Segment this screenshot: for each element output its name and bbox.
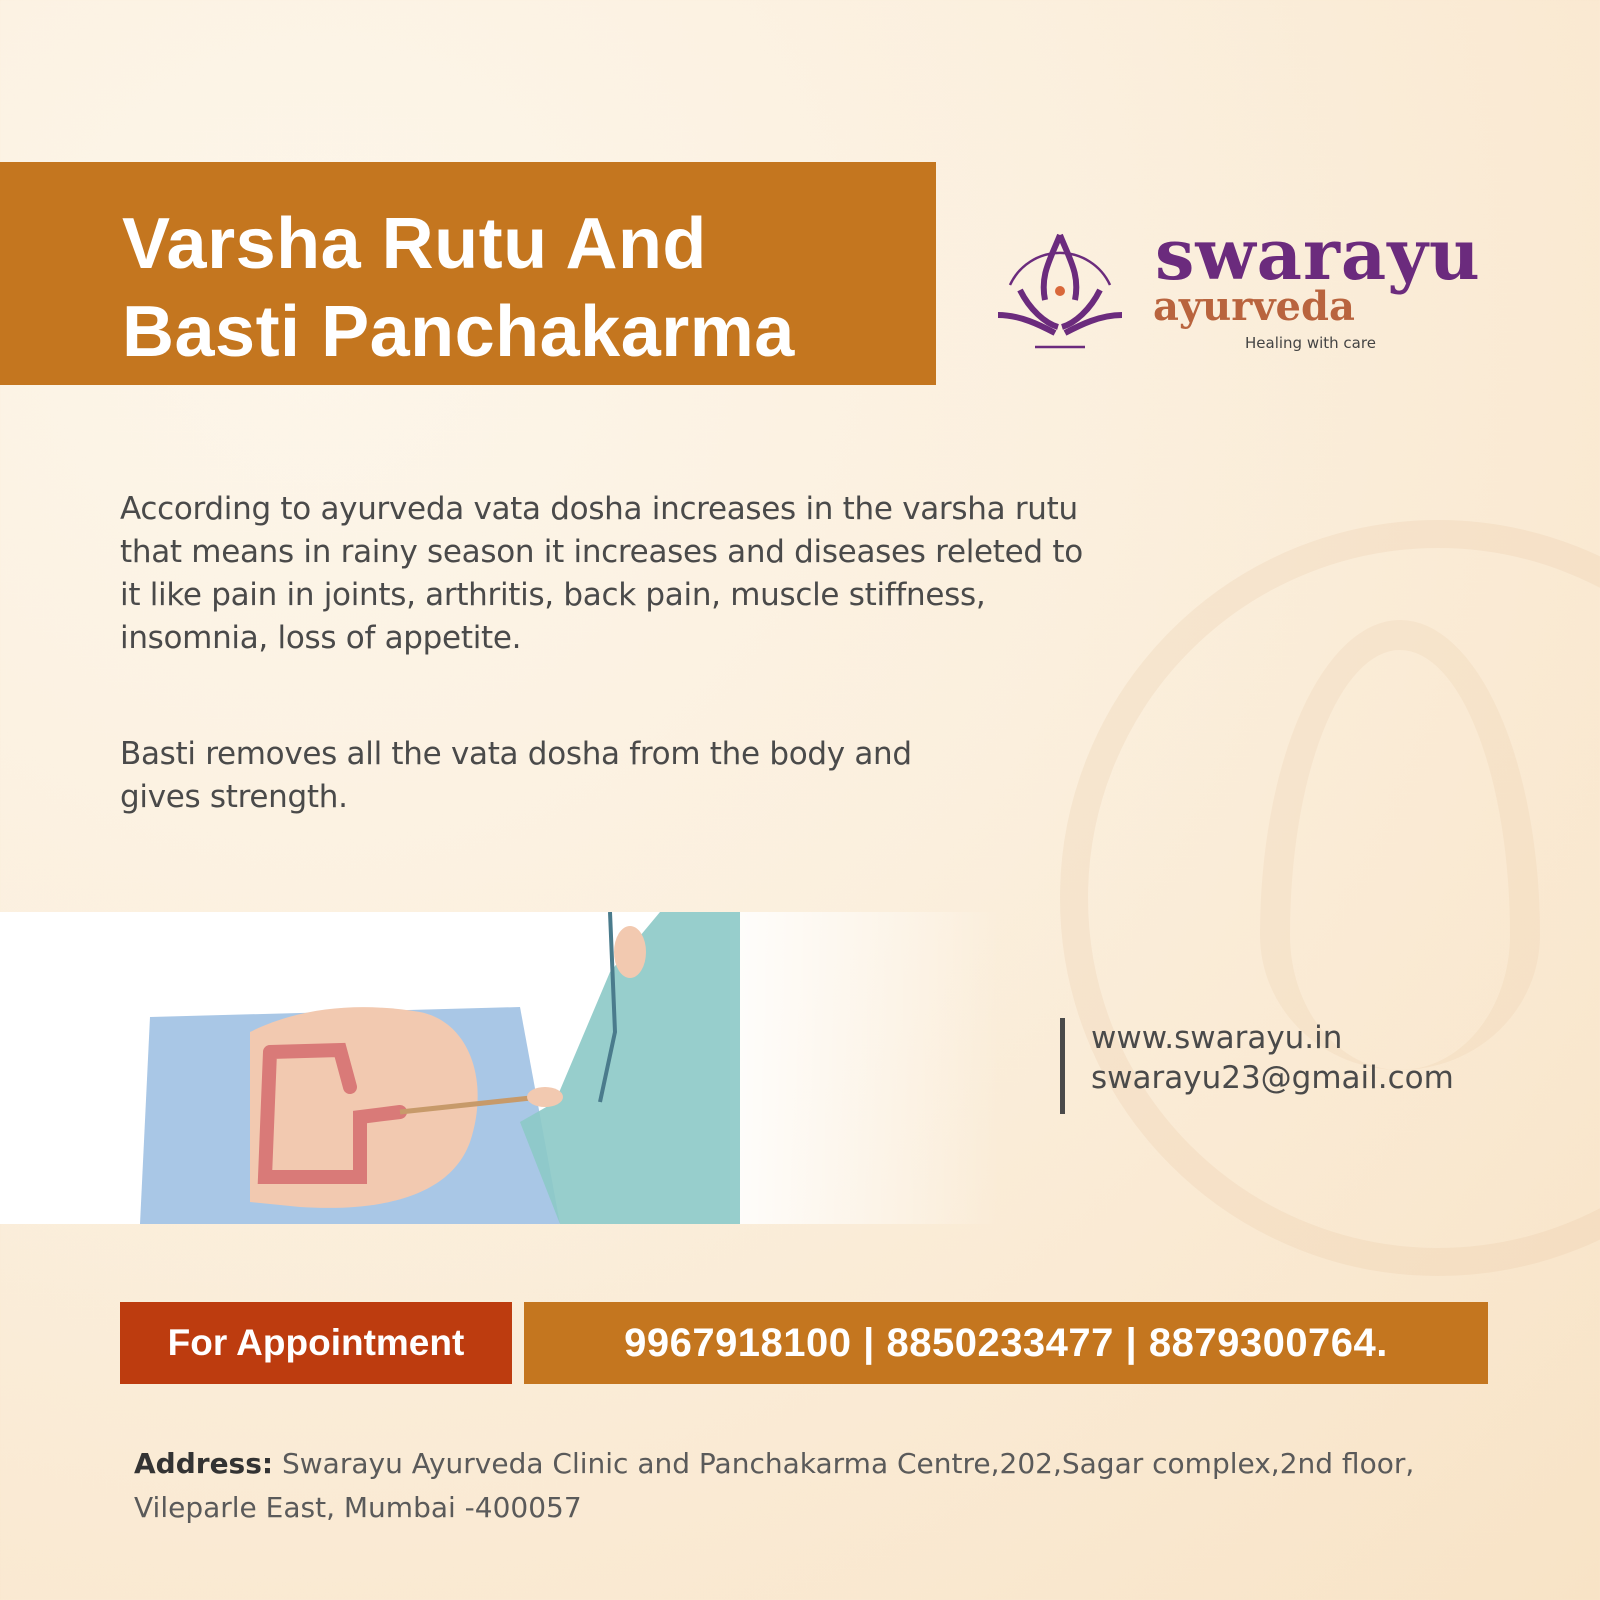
procedure-illustration-icon	[0, 912, 800, 1224]
title-line-2: Basti Panchakarma	[122, 292, 795, 372]
title-line-1: Varsha Rutu And	[122, 204, 707, 284]
brand-subtitle: ayurveda	[1153, 283, 1355, 330]
website-link[interactable]: www.swarayu.in	[1091, 1020, 1343, 1056]
basti-illustration	[0, 912, 1000, 1224]
address-line-1: Swarayu Ayurveda Clinic and Panchakarma Centre,202,Sagar complex,2nd floor,	[273, 1447, 1415, 1480]
email-link[interactable]: swarayu23@gmail.com	[1091, 1060, 1454, 1096]
address-block	[134, 1442, 1534, 1530]
intro-paragraph: According to ayurveda vata dosha increases in the varsha rutu that means in rainy season it increases and diseases releted to it like pain in joints, arthritis, back pain, muscle stiffness, insomnia, loss of appetite.	[120, 491, 1083, 656]
address-label: Address:	[134, 1447, 274, 1480]
contact-block	[1060, 1018, 1454, 1114]
address-line-2: Vileparle East, Mumbai -400057	[134, 1491, 582, 1524]
basti-paragraph: Basti removes all the vata dosha from the body and gives strength.	[120, 736, 912, 815]
brand-tagline: Healing with care	[1245, 334, 1376, 352]
lotus-logo-icon	[990, 215, 1130, 355]
brand-name: swarayu	[1155, 213, 1481, 296]
appointment-phone-numbers[interactable]: 9967918100 | 8850233477 | 8879300764.	[524, 1302, 1488, 1384]
page-title	[122, 200, 795, 376]
appointment-label: For Appointment	[120, 1302, 512, 1384]
